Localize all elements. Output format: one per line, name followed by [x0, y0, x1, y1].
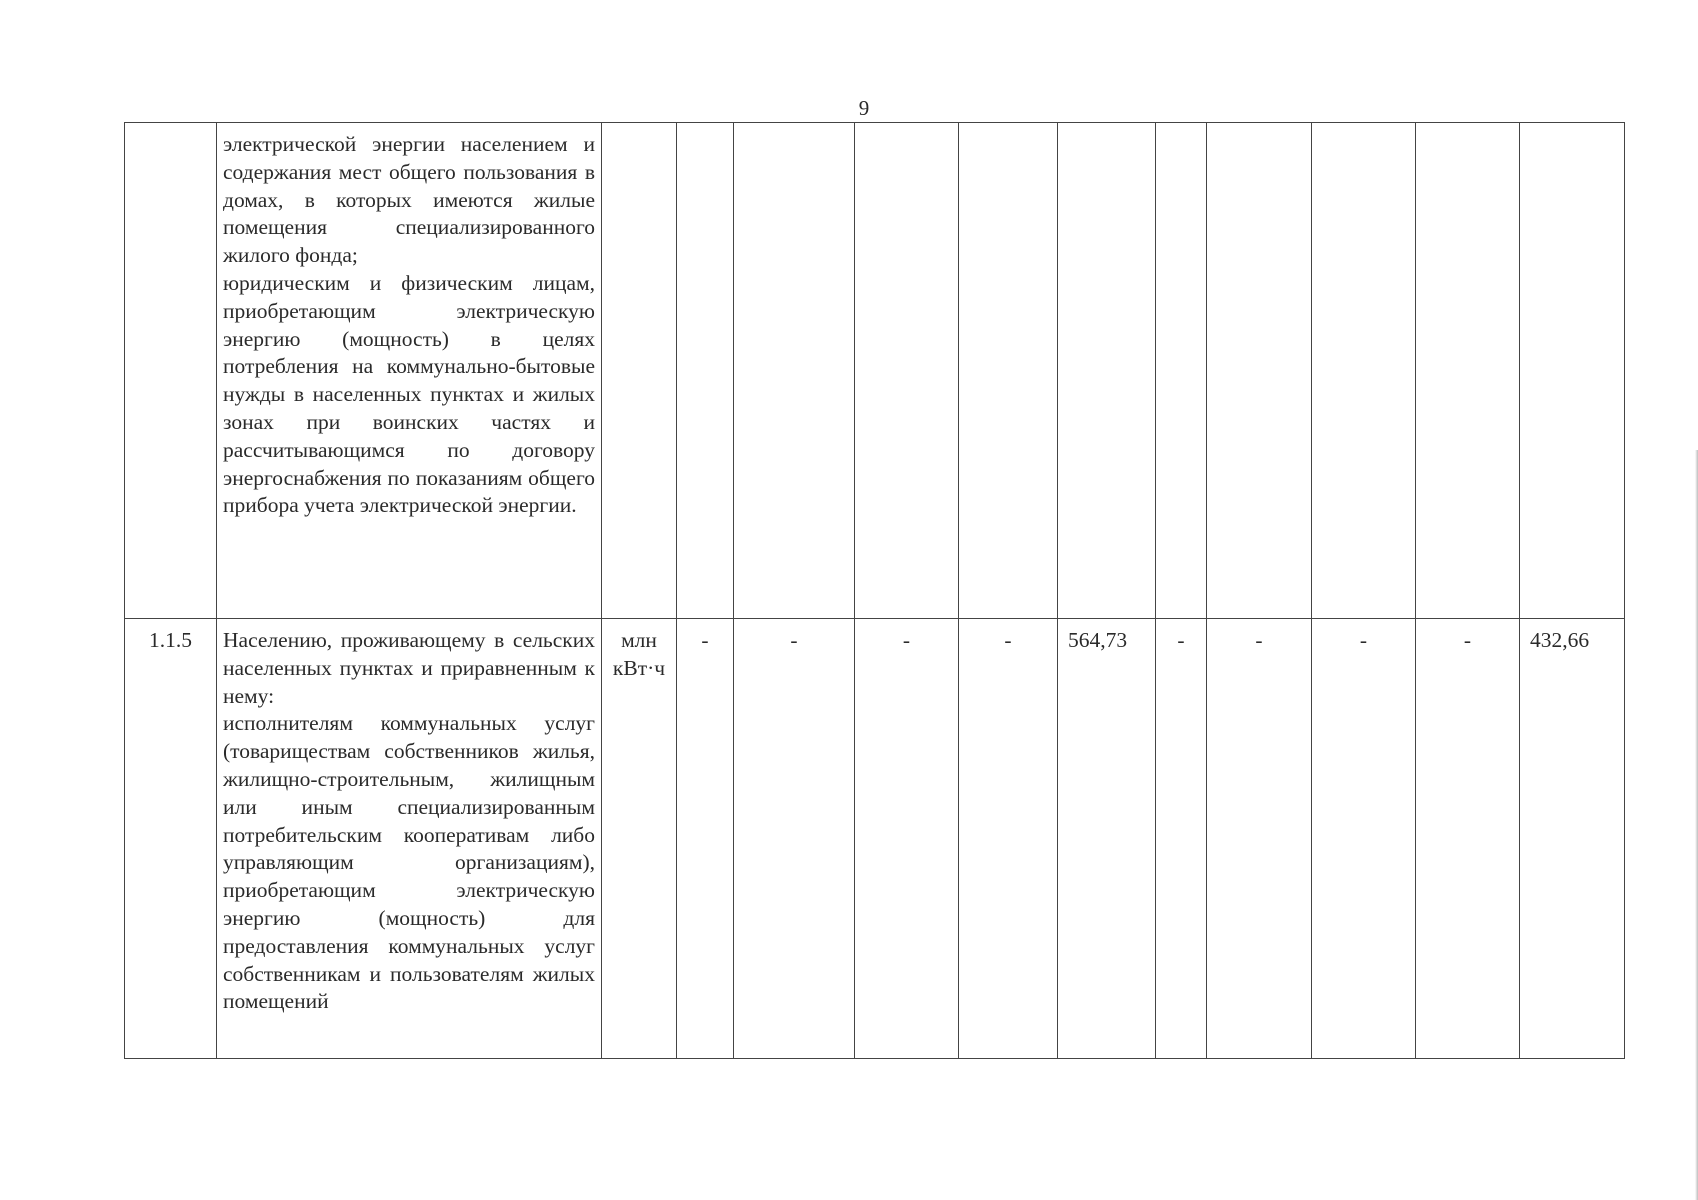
unit-cell: млн кВт·ч — [602, 619, 677, 1059]
row-description-cell — [217, 619, 602, 1059]
value-cell — [1520, 123, 1625, 619]
value-cell: - — [1156, 619, 1207, 1059]
value-cell — [959, 123, 1058, 619]
tariff-table — [124, 122, 1625, 1059]
value-cell: - — [959, 619, 1058, 1059]
value-cell: - — [1312, 619, 1416, 1059]
row-number-cell — [125, 123, 217, 619]
value-cell: - — [1207, 619, 1312, 1059]
table-row — [125, 123, 1625, 619]
value-cell: - — [855, 619, 959, 1059]
value-cell: - — [734, 619, 855, 1059]
table-row — [125, 619, 1625, 1059]
page-number: 9 — [858, 96, 870, 120]
value-cell — [1207, 123, 1312, 619]
row-description-cell — [217, 123, 602, 619]
row-number-cell: 1.1.5 — [125, 619, 217, 1059]
value-cell — [1058, 123, 1156, 619]
value-cell — [734, 123, 855, 619]
value-cell — [677, 123, 734, 619]
value-cell — [1156, 123, 1207, 619]
value-cell — [1416, 123, 1520, 619]
value-cell: 564,73 — [1058, 619, 1156, 1059]
description-paragraph: исполнителям коммунальных услуг (товариществам собственников жилья, жилищно-строительным, жилищным или иным специализированным потребительским кооперативам либо управляющим организациям), приобретающим электрическую энергию (мощность) для предоставления коммунальных услуг собственникам и пользователям жилых помещений — [223, 711, 595, 1014]
description-paragraph: Населению, проживающему в сельских населенных пунктах и приравненным к нему: — [223, 628, 595, 708]
value-cell — [855, 123, 959, 619]
value-cell: 432,66 — [1520, 619, 1625, 1059]
description-paragraph: юридическим и физическим лицам, приобретающим электрическую энергию (мощность) в целях потребления на коммунально-бытовые нужды в населенных пунктах и жилых зонах при воинских частях и рассчитывающимся по договору энергоснабжения по показаниям общего прибора учета электрической энергии. — [223, 270, 595, 518]
value-cell — [1312, 123, 1416, 619]
value-cell: - — [677, 619, 734, 1059]
unit-cell — [602, 123, 677, 619]
description-paragraph: электрической энергии населением и содержания мест общего пользования в домах, в которых имеются жилые помещения специализированного жилого фонда; — [223, 132, 595, 268]
value-cell: - — [1416, 619, 1520, 1059]
